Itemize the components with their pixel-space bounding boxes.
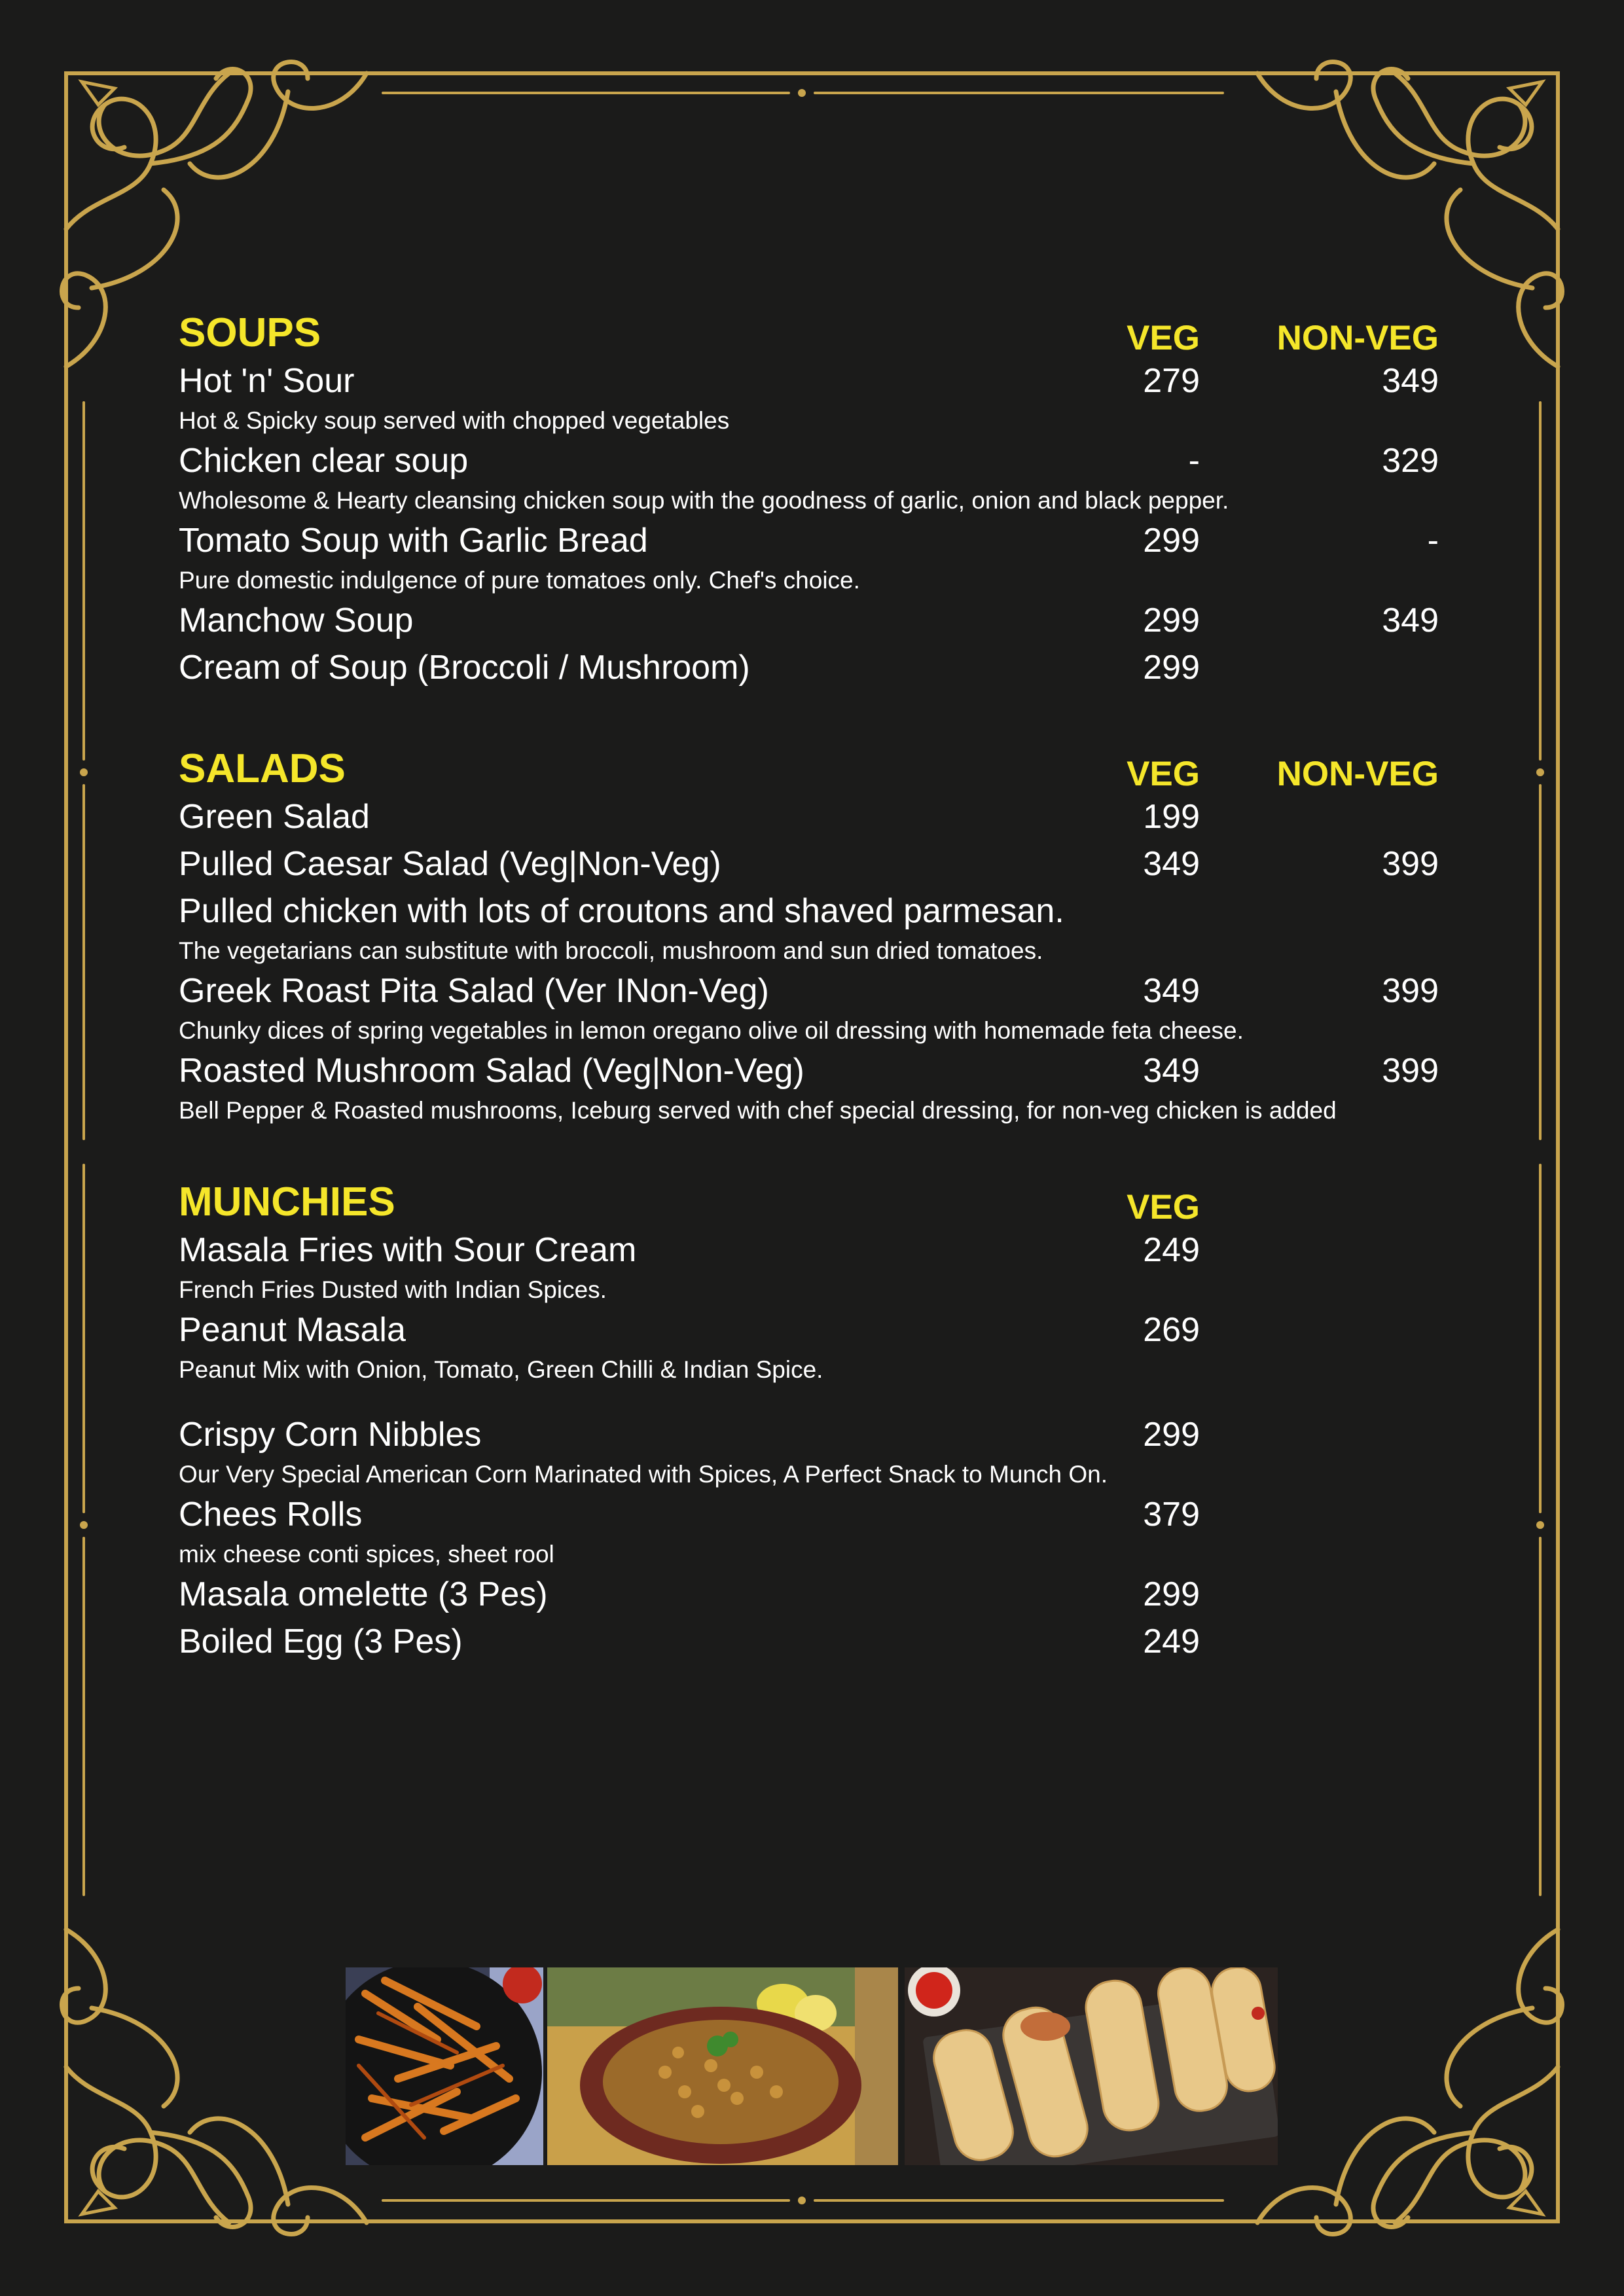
section-title: SOUPS — [179, 310, 321, 355]
item-name: Masala omelette (3 Pes) — [179, 1575, 548, 1613]
menu-item — [179, 644, 1439, 691]
item-name: Masala Fries with Sour Cream — [179, 1231, 637, 1269]
veg-price: 299 — [1143, 649, 1200, 687]
nonveg-price: 349 — [1382, 362, 1439, 400]
section-title: SALADS — [179, 746, 346, 791]
item-name: Manchow Soup — [179, 601, 414, 639]
veg-price: - — [1188, 442, 1200, 480]
menu-item — [179, 967, 1439, 1014]
menu-item — [179, 793, 1439, 840]
item-description: Pure domestic indulgence of pure tomatoes only. Chef's choice. — [179, 567, 860, 594]
menu-item — [179, 517, 1439, 564]
nonveg-price: 329 — [1382, 442, 1439, 480]
veg-price: 299 — [1143, 601, 1200, 639]
menu-item — [179, 1491, 1439, 1538]
item-name: Roasted Mushroom Salad (Veg|Non-Veg) — [179, 1052, 804, 1090]
veg-price: 299 — [1143, 1575, 1200, 1613]
item-name: Pulled chicken with lots of croutons and shaved parmesan. — [179, 892, 1064, 930]
menu-item — [179, 1227, 1439, 1274]
item-description: Chunky dices of spring vegetables in lemon oregano olive oil dressing with homemade feta cheese. — [179, 1017, 1244, 1044]
item-name: Hot 'n' Sour — [179, 362, 355, 400]
item-name: Tomato Soup with Garlic Bread — [179, 522, 648, 560]
menu-item — [179, 1306, 1439, 1354]
menu-item — [179, 1571, 1439, 1618]
nonveg-price: 399 — [1382, 1052, 1439, 1090]
munchies-section — [179, 1178, 1439, 1665]
item-name: Chees Rolls — [179, 1496, 363, 1534]
veg-price: 299 — [1143, 1416, 1200, 1454]
nonveg-column-header: NON-VEG — [1276, 755, 1439, 793]
veg-price: 199 — [1143, 798, 1200, 836]
menu-item — [179, 357, 1439, 404]
spring-rolls-photo — [905, 1967, 1278, 2165]
veg-price: 269 — [1143, 1311, 1200, 1349]
item-name: Chicken clear soup — [179, 442, 469, 480]
veg-price: 379 — [1143, 1496, 1200, 1534]
veg-column-header: VEG — [1127, 755, 1200, 793]
peanut-masala-photo — [547, 1967, 898, 2165]
item-description: Bell Pepper & Roasted mushrooms, Iceburg served with chef special dressing, for non-veg chicken is added — [179, 1097, 1337, 1124]
menu-item — [179, 1618, 1439, 1665]
nonveg-price: 349 — [1382, 601, 1439, 639]
section-header — [179, 309, 1439, 357]
veg-column-header: VEG — [1127, 1188, 1200, 1227]
veg-price: 249 — [1143, 1623, 1200, 1660]
item-name: Cream of Soup (Broccoli / Mushroom) — [179, 649, 750, 687]
item-description: The vegetarians can substitute with broccoli, mushroom and sun dried tomatoes. — [179, 937, 1043, 964]
menu-item — [179, 888, 1439, 935]
item-description: Wholesome & Hearty cleansing chicken soup with the goodness of garlic, onion and black pepper. — [179, 487, 1229, 514]
section-title: MUNCHIES — [179, 1179, 395, 1225]
item-name: Crispy Corn Nibbles — [179, 1416, 482, 1454]
soups-section — [179, 309, 1439, 691]
section-header — [179, 745, 1439, 793]
item-description: Hot & Spicky soup served with chopped vegetables — [179, 407, 730, 434]
menu-item — [179, 437, 1439, 484]
item-description: French Fries Dusted with Indian Spices. — [179, 1276, 607, 1303]
item-name: Pulled Caesar Salad (Veg|Non-Veg) — [179, 845, 721, 883]
veg-price: 349 — [1143, 972, 1200, 1010]
item-description: mix cheese conti spices, sheet rool — [179, 1541, 554, 1568]
item-name: Green Salad — [179, 798, 370, 836]
menu-item — [179, 1047, 1439, 1094]
veg-column-header: VEG — [1127, 319, 1200, 357]
item-description: Our Very Special American Corn Marinated with Spices, A Perfect Snack to Munch On. — [179, 1461, 1108, 1488]
item-description: Peanut Mix with Onion, Tomato, Green Chilli & Indian Spice. — [179, 1356, 823, 1383]
salads-section — [179, 745, 1439, 1127]
masala-fries-photo — [346, 1967, 543, 2165]
veg-price: 299 — [1143, 522, 1200, 560]
veg-price: 279 — [1143, 362, 1200, 400]
nonveg-price: - — [1427, 522, 1439, 560]
nonveg-column-header: NON-VEG — [1276, 319, 1439, 357]
nonveg-price: 399 — [1382, 845, 1439, 883]
menu-item — [179, 1411, 1439, 1458]
menu-item — [179, 840, 1439, 888]
section-header — [179, 1178, 1439, 1227]
item-name: Boiled Egg (3 Pes) — [179, 1623, 463, 1660]
veg-price: 249 — [1143, 1231, 1200, 1269]
veg-price: 349 — [1143, 1052, 1200, 1090]
item-name: Greek Roast Pita Salad (Ver INon-Veg) — [179, 972, 769, 1010]
veg-price: 349 — [1143, 845, 1200, 883]
nonveg-price: 399 — [1382, 972, 1439, 1010]
item-name: Peanut Masala — [179, 1311, 406, 1349]
menu-item — [179, 597, 1439, 644]
